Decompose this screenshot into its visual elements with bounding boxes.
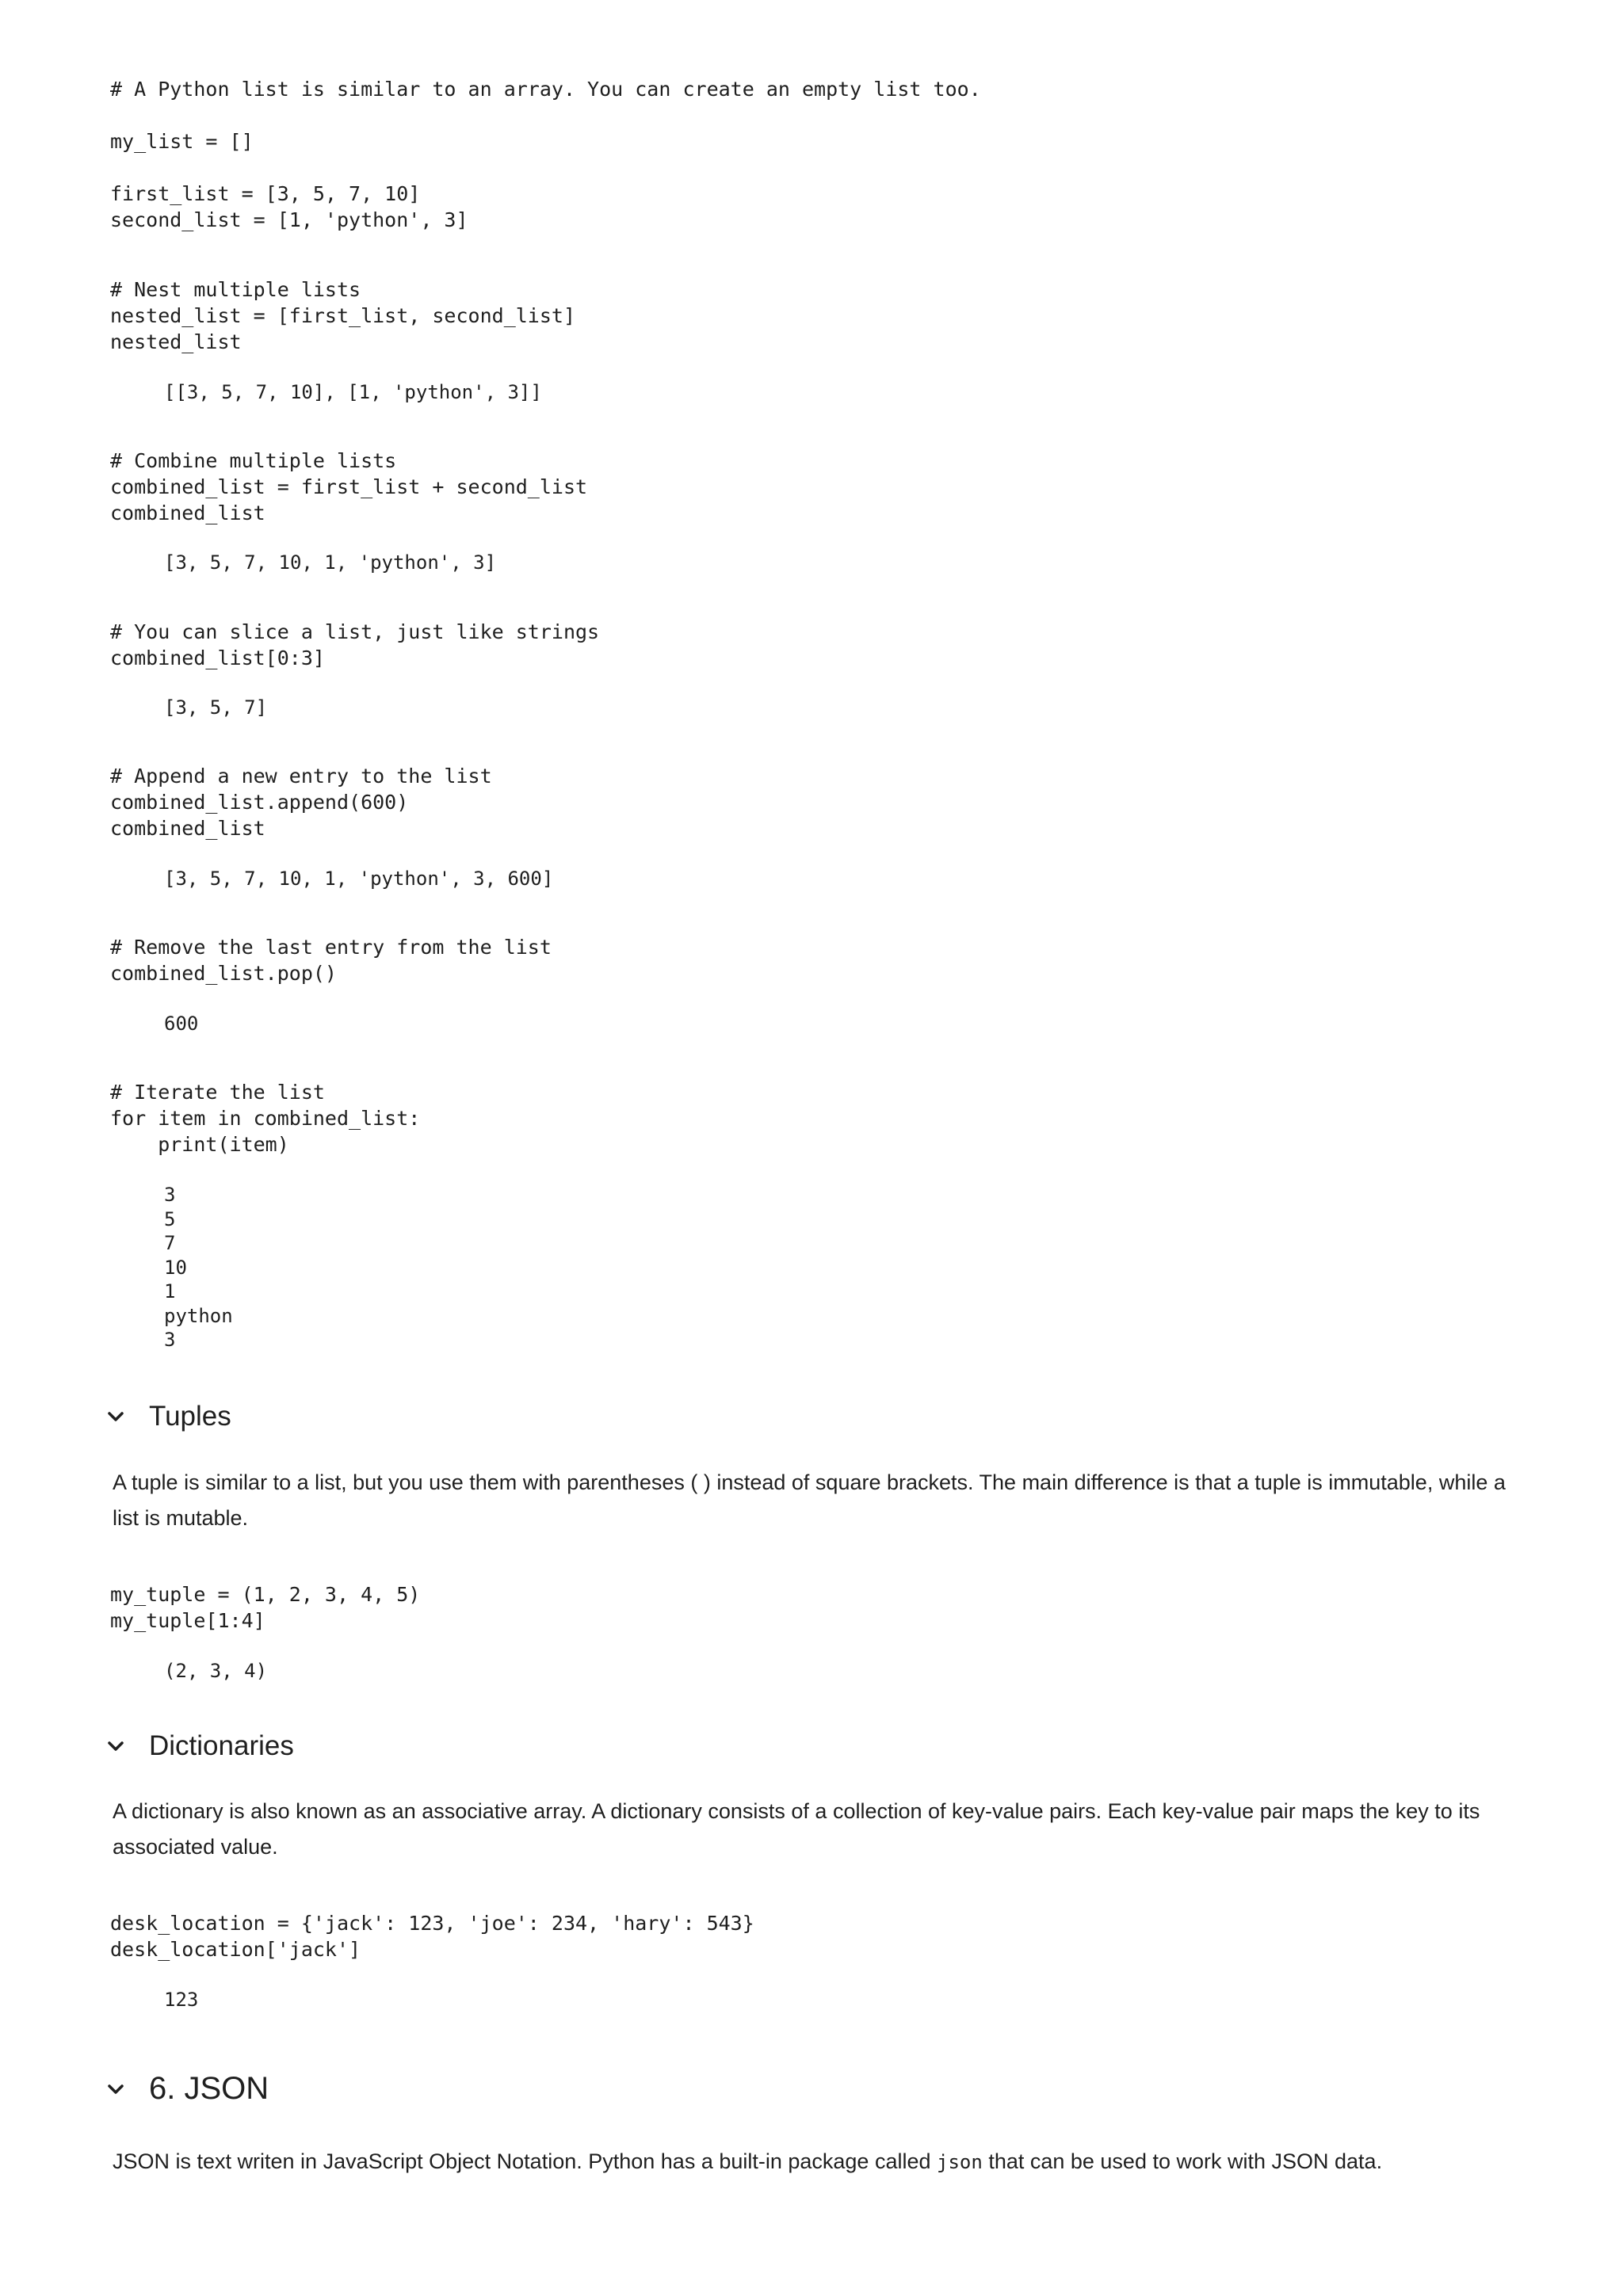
- output-pop: 600: [164, 1013, 199, 1035]
- code-cell-nest[interactable]: # Nest multiple lists nested_list = [first_list, second_list] nested_list: [110, 278, 575, 353]
- section-header-tuples[interactable]: [101, 1401, 231, 1432]
- output-nest: [[3, 5, 7, 10], [1, 'python', 3]]: [164, 381, 542, 403]
- code-cell-append[interactable]: # Append a new entry to the list combined_list.append(600) combined_list: [110, 765, 492, 840]
- section-title-json: 6. JSON: [149, 2071, 269, 2106]
- json-description: [113, 2144, 1507, 2180]
- json-description-text-after: that can be used to work with JSON data.: [982, 2149, 1383, 2173]
- code-cell-lists-intro[interactable]: # A Python list is similar to an array. You can create an empty list too. my_list = [] first_list = [3, 5, 7, 10] second_list = [1, 'python', 3]: [110, 78, 981, 231]
- inline-code-json: json: [937, 2151, 983, 2173]
- tuples-description: A tuple is similar to a list, but you use them with parentheses ( ) instead of square brackets. The main difference is that a tuple is immutable, while a list is mutable.: [113, 1470, 1506, 1530]
- section-header-dictionaries[interactable]: [101, 1730, 294, 1762]
- output-iterate: 3 5 7 10 1 python 3: [164, 1184, 233, 1351]
- chevron-down-icon[interactable]: [101, 1732, 130, 1760]
- dictionaries-description: A dictionary is also known as an associative array. A dictionary consists of a collection of key-value pairs. Each key-value pair maps the key to its associated value.: [113, 1799, 1480, 1859]
- json-description-text-before: JSON is text writen in JavaScript Object Notation. Python has a built-in package called: [113, 2149, 938, 2173]
- code-cell-tuple[interactable]: my_tuple = (1, 2, 3, 4, 5) my_tuple[1:4]: [110, 1583, 421, 1632]
- code-cell-combine[interactable]: # Combine multiple lists combined_list = first_list + second_list combined_list: [110, 449, 588, 524]
- section-header-json[interactable]: [101, 2071, 269, 2107]
- section-title-dictionaries: Dictionaries: [149, 1730, 294, 1761]
- code-cell-dict[interactable]: desk_location = {'jack': 123, 'joe': 234, 'hary': 543} desk_location['jack']: [110, 1912, 754, 1961]
- chevron-down-icon[interactable]: [101, 2075, 130, 2103]
- section-title-tuples: Tuples: [149, 1401, 231, 1432]
- output-combine: [3, 5, 7, 10, 1, 'python', 3]: [164, 551, 497, 574]
- output-append: [3, 5, 7, 10, 1, 'python', 3, 600]: [164, 868, 554, 890]
- output-dict: 123: [164, 1989, 199, 2011]
- chevron-down-icon[interactable]: [101, 1402, 130, 1431]
- code-cell-pop[interactable]: # Remove the last entry from the list combined_list.pop(): [110, 936, 552, 985]
- code-cell-iterate[interactable]: # Iterate the list for item in combined_list: print(item): [110, 1081, 421, 1156]
- output-tuple: (2, 3, 4): [164, 1660, 268, 1682]
- output-slice: [3, 5, 7]: [164, 696, 268, 719]
- code-cell-slice[interactable]: # You can slice a list, just like strings combined_list[0:3]: [110, 620, 600, 669]
